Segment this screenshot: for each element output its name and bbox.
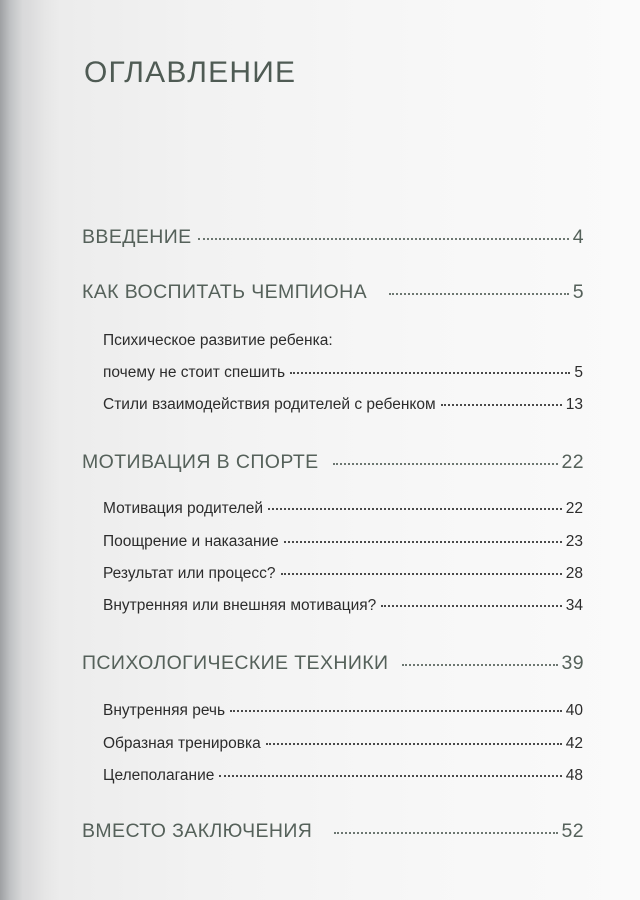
toc-section-motivation: [82, 451, 584, 474]
toc-page-number: 52: [561, 820, 584, 842]
dot-leader: [266, 742, 562, 745]
toc-entry-label: Внутренняя или внешняя мотивация?: [103, 597, 377, 614]
toc-page-number: 48: [565, 767, 583, 784]
dot-leader: [441, 403, 562, 406]
toc-entry-inner-outer: [103, 597, 583, 615]
toc-entry-inner-speech: [103, 702, 583, 720]
toc-section-label: ВВЕДЕНИЕ: [82, 226, 192, 248]
toc-section-label: КАК ВОСПИТАТЬ ЧЕМПИОНА: [82, 281, 367, 303]
toc-section-intro: [82, 226, 584, 249]
dot-leader: [230, 709, 562, 712]
toc-page-number: 40: [565, 702, 583, 719]
dot-leader: [333, 462, 558, 465]
toc-section-label: МОТИВАЦИЯ В СПОРТЕ: [82, 451, 319, 473]
dot-leader: [198, 237, 569, 240]
toc-section-techniques: [82, 652, 584, 675]
page-gutter-shadow: [0, 0, 22, 900]
toc-page-number: 22: [565, 500, 583, 517]
toc-entry-parents-motivation: [103, 500, 583, 518]
dot-leader: [389, 292, 569, 295]
toc-page-number: 13: [565, 396, 583, 413]
toc-page-number: 5: [572, 281, 584, 303]
toc-entry-label: Образная тренировка: [103, 735, 261, 752]
toc-entry-styles: [103, 396, 583, 414]
toc-section-label: ПСИХОЛОГИЧЕСКИЕ ТЕХНИКИ: [82, 652, 389, 674]
toc-page-number: 39: [561, 652, 584, 674]
toc-section-champion: [82, 281, 584, 304]
toc-page-number: 5: [574, 364, 583, 381]
toc-section-conclusion: [82, 820, 584, 843]
toc-entry-label: почему не стоит спешить: [103, 364, 286, 381]
toc-entry-imagery: [103, 735, 583, 753]
dot-leader: [284, 540, 562, 543]
toc-entry-reward: [103, 533, 583, 551]
toc-page-number: 34: [565, 597, 583, 614]
toc-entry-label: Результат или процесс?: [103, 565, 276, 582]
dot-leader: [219, 774, 561, 777]
dot-leader: [334, 831, 557, 834]
toc-entry-label: Целеполагание: [103, 767, 215, 784]
toc-entry-result: [103, 565, 583, 583]
dot-leader: [281, 572, 562, 575]
dot-leader: [381, 604, 561, 607]
dot-leader: [290, 371, 570, 374]
toc-page-number: 4: [572, 226, 584, 248]
toc-page-number: 42: [565, 735, 583, 752]
toc-entry-label: Поощрение и наказание: [103, 533, 279, 550]
toc-page-number: 23: [565, 533, 583, 550]
dot-leader: [402, 663, 557, 666]
toc-entry-psych-dev: [103, 364, 583, 382]
toc-entry-label: Мотивация родителей: [103, 500, 263, 517]
toc-entry-label: Стили взаимодействия родителей с ребенком: [103, 396, 436, 413]
toc-entry-goal-setting: [103, 767, 583, 785]
dot-leader: [268, 507, 562, 510]
toc-entry-label: Внутренняя речь: [103, 702, 226, 719]
page-title: ОГЛАВЛЕНИЕ: [84, 56, 297, 89]
toc-entry-line: Психическое развитие ребенка:: [103, 332, 333, 349]
toc-page-number: 28: [565, 565, 583, 582]
toc-section-label: ВМЕСТО ЗАКЛЮЧЕНИЯ: [82, 820, 313, 842]
toc-page-number: 22: [561, 451, 584, 473]
